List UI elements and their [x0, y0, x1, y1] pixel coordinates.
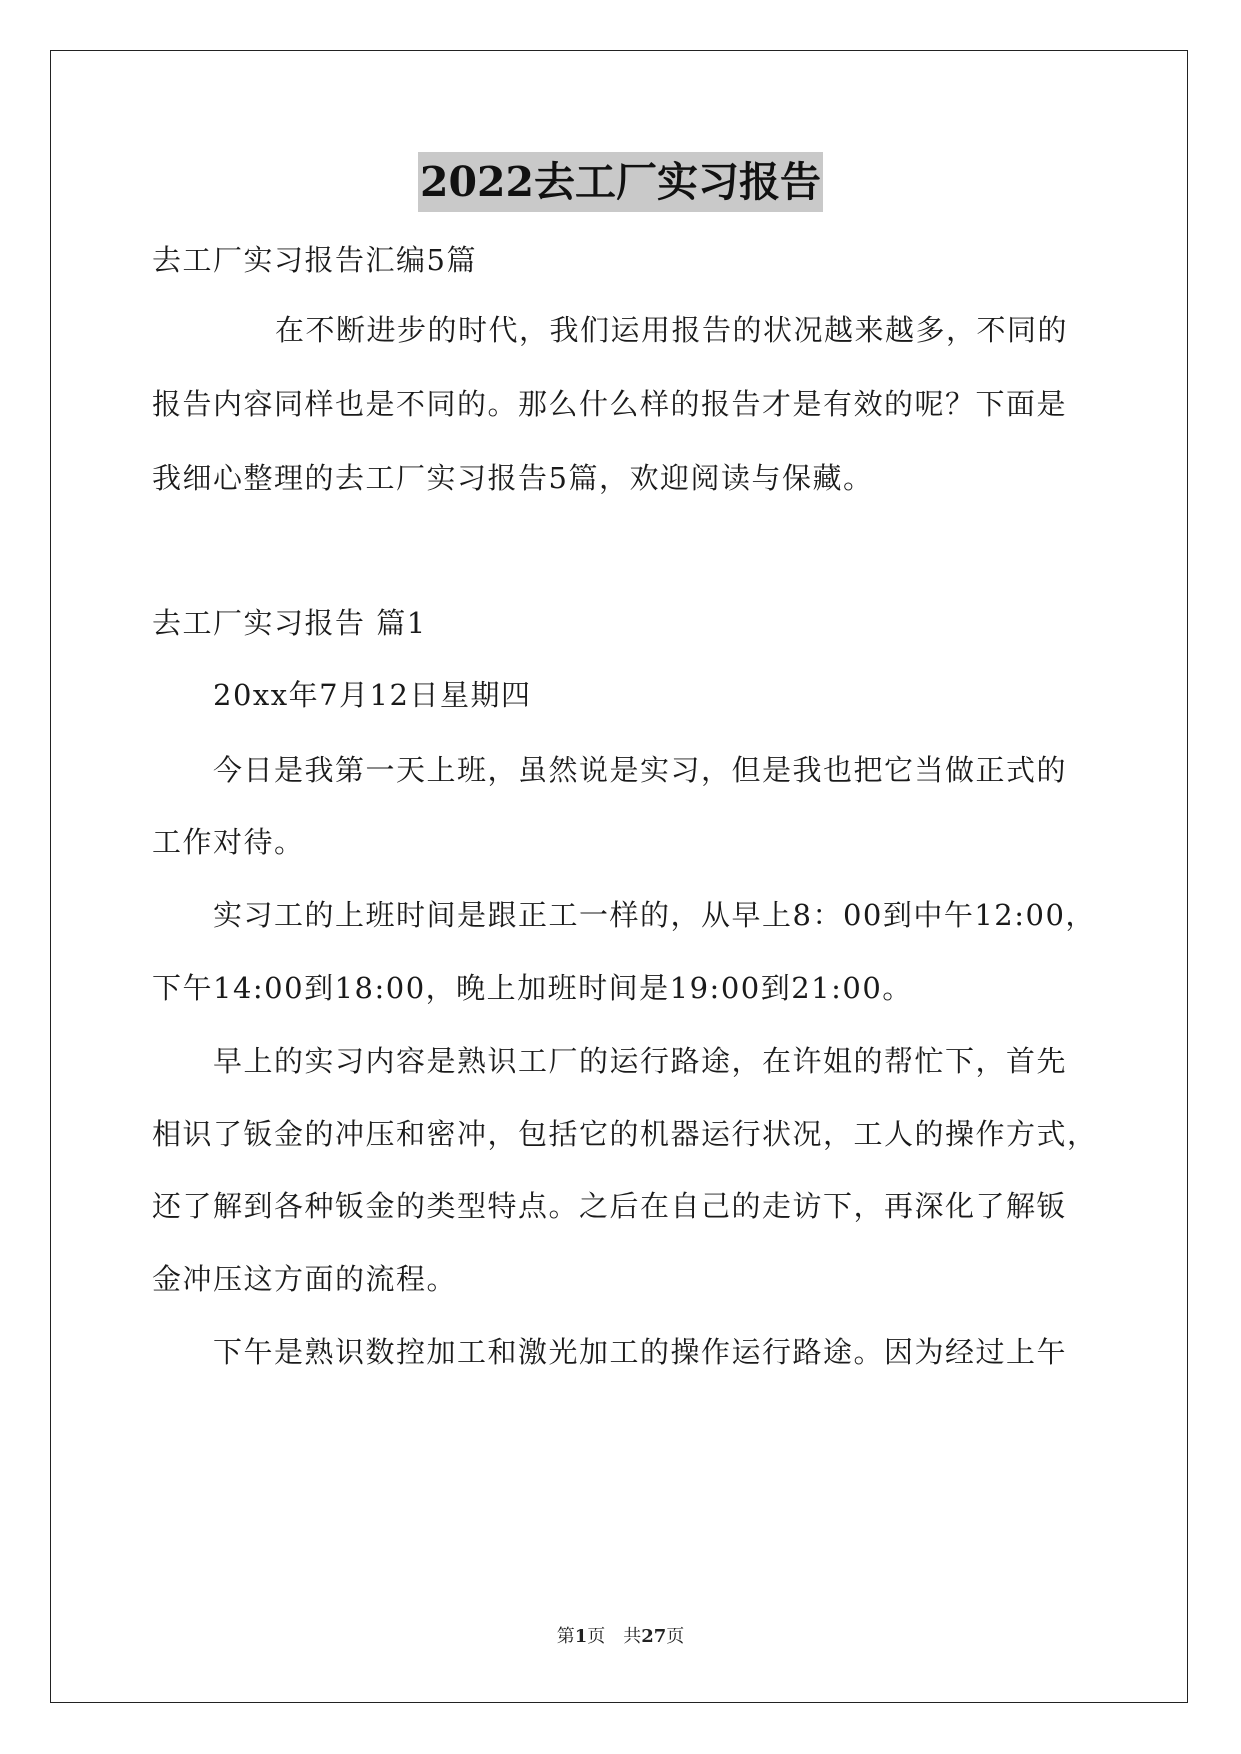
title-container [0, 152, 1241, 212]
document-title: 2022去工厂实习报告 [418, 152, 823, 212]
document-subtitle: 去工厂实习报告汇编5篇 [152, 243, 477, 277]
intro-line-3: 我细心整理的去工厂实习报告5篇，欢迎阅读与保藏。 [152, 461, 874, 495]
section-heading: 去工厂实习报告 篇1 [152, 606, 427, 640]
body-line-4: 下午14:00到18:00，晚上加班时间是19:00到21:00。 [152, 971, 913, 1005]
body-line-7: 还了解到各种钣金的类型特点。之后在自己的走访下，再深化了解钣 [152, 1189, 1068, 1223]
body-line-3: 实习工的上班时间是跟正工一样的，从早上8：00到中午12:00， [213, 898, 1096, 932]
intro-line-2: 报告内容同样也是不同的。那么什么样的报告才是有效的呢？下面是 [152, 387, 1068, 421]
page-border [50, 50, 1188, 1703]
body-line-9: 下午是熟识数控加工和激光加工的操作运行路途。因为经过上午 [213, 1335, 1068, 1369]
body-line-6: 相识了钣金的冲压和密冲，包括它的机器运行状况，工人的操作方式， [152, 1117, 1098, 1151]
page-number: 1 [574, 1626, 588, 1647]
total-pages: 27 [641, 1626, 667, 1647]
page-label-suffix: 页 [587, 1626, 606, 1647]
date-line: 20xx年7月12日星期四 [213, 678, 532, 712]
intro-line-1: 在不断进步的时代，我们运用报告的状况越来越多，不同的 [275, 313, 1069, 347]
total-label-suffix: 页 [666, 1626, 685, 1647]
body-line-8: 金冲压这方面的流程。 [152, 1262, 458, 1296]
total-label-prefix: 共 [623, 1626, 642, 1647]
page-footer [0, 1625, 1241, 1649]
page-label-prefix: 第 [556, 1626, 575, 1647]
body-line-1: 今日是我第一天上班，虽然说是实习，但是我也把它当做正式的 [213, 753, 1068, 787]
body-line-2: 工作对待。 [152, 825, 305, 859]
body-line-5: 早上的实习内容是熟识工厂的运行路途，在许姐的帮忙下，首先 [213, 1044, 1068, 1078]
